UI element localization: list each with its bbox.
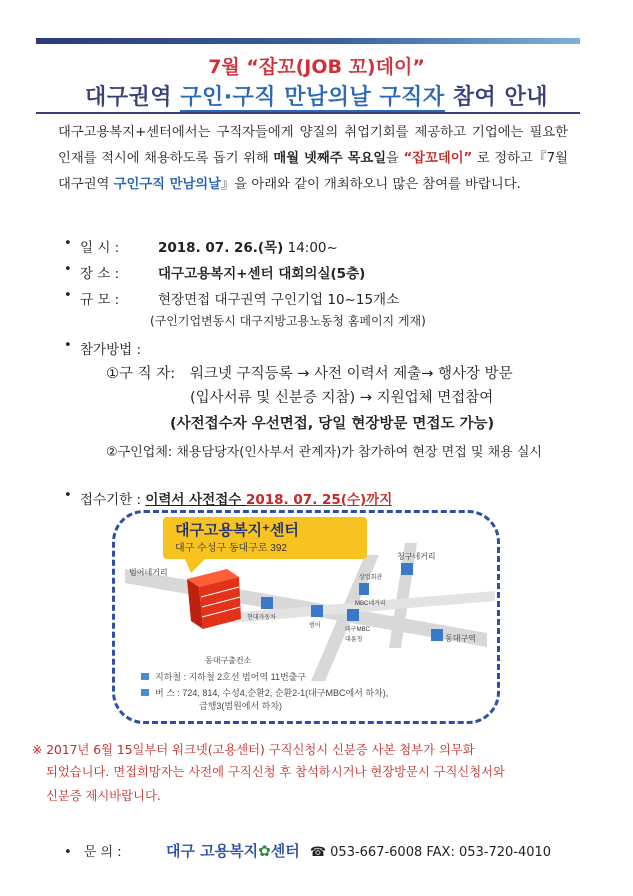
notice-line-2: 되었습니다. 면접희망자는 사전에 구직신청 후 참석하시거나 현장방문시 구직신청서와 xyxy=(46,765,505,779)
landmark-icon xyxy=(347,609,359,621)
notice-line-1: ※ 2017년 6월 15일부터 워크넷(고용센터) 구직신청시 신분증 사본 첨부가 의무화 xyxy=(32,743,475,757)
date-value: 2018. 07. 26.(목) xyxy=(158,240,284,256)
bus-icon xyxy=(141,689,149,696)
method-jobseeker-step2: (입사서류 및 신분증 지참) → 지원업체 면접참여 xyxy=(190,390,494,406)
map-label: 현대자동차 xyxy=(247,615,276,621)
map-graphic xyxy=(115,513,497,721)
scale-label: 규 모 : xyxy=(80,292,120,308)
notice-line-3: 신분증 제시바랍니다. xyxy=(46,789,161,803)
date-row xyxy=(80,236,338,256)
landmark-icon xyxy=(311,605,323,617)
map-label: 동대구역 xyxy=(445,634,476,643)
map-label: 대구MBC xyxy=(345,627,370,633)
callout-pointer xyxy=(185,559,205,573)
center-address: 대구 수성구 동대구로 392 xyxy=(175,543,287,554)
intro-text-3: 로 정하고『7월 대구권역 xyxy=(58,151,568,192)
map-label: 상업회관 xyxy=(359,575,383,581)
contact-label: 문 의 : xyxy=(83,845,122,860)
deadline-row xyxy=(80,488,392,508)
title-highlight: 구인·구직 만남의날 구직자 xyxy=(180,85,444,113)
page-title xyxy=(0,80,633,111)
header-top-bar xyxy=(36,38,580,44)
logo-center-text: 센터 xyxy=(270,842,300,860)
deadline-text: 이력서 사전접수 xyxy=(145,492,246,508)
intro-blue-event: 구인구직 만남의날 xyxy=(113,177,221,192)
intro-paragraph xyxy=(58,120,568,198)
method-employer: ②구인업체: 채용담당자(인사부서 관계자)가 참가하여 현장 면접 및 채용 실시 xyxy=(106,445,542,460)
landmark-icon xyxy=(359,583,369,595)
intro-text-2: 을 xyxy=(386,151,404,166)
deadline-date: 2018. 07. 25(수)까지 xyxy=(246,492,393,508)
date-label: 일 시 : xyxy=(80,240,120,256)
logo-text: 대구 고용복지 xyxy=(165,842,259,860)
intro-text-1: 대구고용복지+센터에서는 구직자들에게 양질의 취업기회를 제공하고 기업에는 필요한 인재를 적시에 채용하도록 돕기 위해 xyxy=(58,125,568,166)
center-logo xyxy=(166,842,300,860)
bullet: • xyxy=(64,236,72,251)
subway-icon xyxy=(141,673,149,680)
title-suffix: 참여 안내 xyxy=(444,85,548,110)
contact-phone: ☎ 053-667-6008 FAX: 053-720-4010 xyxy=(309,845,552,860)
map-label: 청구네거리 xyxy=(397,552,436,561)
place-row xyxy=(80,262,365,282)
event-title: 7월 “잡꼬(JOB 꼬)데이” xyxy=(208,56,425,78)
place-label: 장 소 : xyxy=(80,266,120,282)
bullet: • xyxy=(64,488,72,503)
title-prefix: 대구권역 xyxy=(85,85,181,110)
title-underline xyxy=(36,112,580,114)
method-jobseeker-label: ①구 직 자: xyxy=(106,366,176,382)
bullet: • xyxy=(64,262,72,277)
bullet: • xyxy=(64,288,72,303)
method-jobseeker-step1: 워크넷 구직등록 → 사전 이력서 제출→ 행사장 방문 xyxy=(190,366,513,382)
map-label: 대륜청 xyxy=(345,637,363,643)
map-label: 범어 xyxy=(309,623,321,629)
center-name: 대구고용복지⁺센터 xyxy=(175,522,299,539)
map-label: 범어네거리 xyxy=(129,568,168,577)
map-label: MBC네거리 xyxy=(355,601,386,607)
bullet: • xyxy=(64,338,72,353)
subway-info: 지하철 : 지하철 2호선 범어역 11번출구 xyxy=(155,672,307,682)
scale-row xyxy=(80,288,399,308)
scale-note: (구인기업변동시 대구지방고용노동청 홈페이지 게재) xyxy=(150,314,426,328)
time-value: 14:00~ xyxy=(283,240,338,256)
location-map xyxy=(112,510,500,724)
landmark-icon xyxy=(401,563,413,575)
deadline-label: 접수기한 : xyxy=(80,492,142,508)
logo-mark-icon: ✿ xyxy=(258,842,271,860)
method-label: 참가방법 : xyxy=(80,342,142,358)
intro-bold-schedule: 매월 넷째주 목요일 xyxy=(273,151,387,166)
landmark-icon xyxy=(431,629,443,641)
intro-text-4: 』을 아래와 같이 개최하오니 많은 참여를 바랍니다. xyxy=(221,177,521,192)
bus-info: 버 스 : 724, 814, 수성4,순환2, 순환2-1(대구MBC에서 하차), xyxy=(155,688,389,698)
bullet: • xyxy=(64,845,72,860)
contact-row xyxy=(64,840,551,861)
landmark-icon xyxy=(261,597,273,609)
scale-value: 현장면접 대구권역 구인기업 10~15개소 xyxy=(158,292,400,308)
method-jobseeker-note: (사전접수자 우선면접, 당일 현장방문 면접도 가능) xyxy=(170,416,495,432)
place-value: 대구고용복지+센터 대회의실(5층) xyxy=(158,266,366,282)
map-label: 동대구출컨소 xyxy=(205,656,252,665)
bus-info-2: 급행3(범원에서 하차) xyxy=(199,701,283,711)
intro-red-event: “잡꼬데이” xyxy=(403,151,473,166)
